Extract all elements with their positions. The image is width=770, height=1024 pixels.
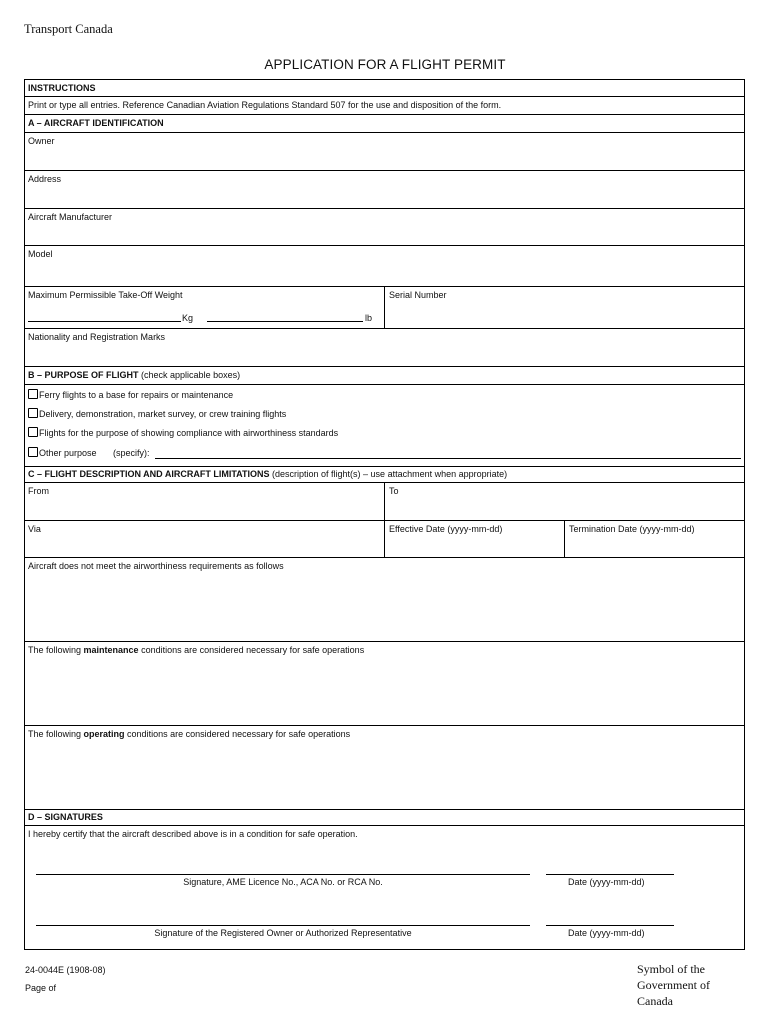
owner-signature-caption: Signature of the Registered Owner or Authorized Representative: [154, 928, 412, 938]
airworthiness-label: Aircraft does not meet the airworthiness requirements as follows: [28, 561, 284, 571]
page-number: Page of: [25, 983, 57, 993]
owner-date-line[interactable]: [546, 925, 674, 926]
manufacturer-field[interactable]: [25, 209, 744, 246]
operating-pre: The following: [28, 729, 84, 739]
model-field[interactable]: [25, 246, 744, 287]
section-c-heading-row: [25, 467, 744, 483]
divider: [384, 287, 385, 328]
ferry-checkbox[interactable]: [28, 389, 38, 399]
symbol-line-2: Government of: [637, 978, 710, 992]
maintenance-bold: maintenance: [83, 645, 139, 655]
manufacturer-label: Aircraft Manufacturer: [28, 212, 113, 222]
mtow-label: Maximum Permissible Take-Off Weight: [28, 290, 183, 300]
symbol-line-1: Symbol of the: [637, 962, 705, 976]
section-a-heading: A – AIRCRAFT IDENTIFICATION: [28, 118, 164, 128]
compliance-checkbox[interactable]: [28, 427, 38, 437]
form-title: APPLICATION FOR A FLIGHT PERMIT: [264, 57, 506, 72]
operating-bold: operating: [83, 729, 125, 739]
from-label: From: [28, 486, 49, 496]
agency-name: Transport Canada: [24, 22, 113, 36]
model-label: Model: [28, 249, 53, 259]
ame-date-line[interactable]: [546, 874, 674, 875]
nationality-field[interactable]: [25, 329, 744, 367]
operating-post: conditions are considered necessary for safe operations: [124, 729, 351, 739]
section-c-note: (description of flight(s) – use attachment when appropriate): [272, 469, 508, 479]
maintenance-label: [28, 645, 364, 655]
to-label: To: [389, 486, 399, 496]
section-b-heading-row: [25, 367, 744, 385]
ame-signature-line[interactable]: [36, 874, 530, 875]
nationality-label: Nationality and Registration Marks: [28, 332, 166, 342]
effective-date-label: Effective Date (yyyy-mm-dd): [389, 524, 503, 534]
specify-input-line[interactable]: [155, 458, 741, 459]
delivery-checkbox[interactable]: [28, 408, 38, 418]
owner-signature-line[interactable]: [36, 925, 530, 926]
kg-input-line[interactable]: [28, 321, 181, 322]
owner-field[interactable]: [25, 133, 744, 171]
section-b-heading-wrap: [28, 370, 240, 380]
other-option-label: Other purpose: [39, 448, 97, 458]
airworthiness-field[interactable]: [25, 558, 744, 642]
section-a-heading-row: [25, 115, 744, 133]
section-b-heading: B – PURPOSE OF FLIGHT: [28, 370, 139, 380]
via-dates-row: [25, 521, 744, 558]
delivery-option-label: Delivery, demonstration, market survey, or crew training flights: [39, 409, 287, 419]
owner-date-caption: Date (yyyy-mm-dd): [568, 928, 645, 938]
serial-label: Serial Number: [389, 290, 447, 300]
termination-date-label: Termination Date (yyyy-mm-dd): [569, 524, 695, 534]
section-d-heading: D – SIGNATURES: [28, 812, 103, 822]
divider: [564, 521, 565, 557]
lb-unit: lb: [365, 313, 373, 323]
certify-text: I hereby certify that the aircraft described above is in a condition for safe operation.: [28, 829, 358, 839]
maintenance-field[interactable]: [25, 642, 744, 726]
maintenance-pre: The following: [28, 645, 84, 655]
from-to-row: [25, 483, 744, 521]
weight-serial-row: [25, 287, 744, 329]
via-label: Via: [28, 524, 41, 534]
section-c-heading-wrap: [28, 469, 507, 479]
ame-signature-caption: Signature, AME Licence No., ACA No. or RCA No.: [183, 877, 383, 887]
signatures-area: [25, 826, 744, 949]
operating-label: [28, 729, 350, 739]
flight-permit-form: [24, 79, 745, 950]
other-purpose-checkbox[interactable]: [28, 447, 38, 457]
operating-field[interactable]: [25, 726, 744, 810]
maintenance-post: conditions are considered necessary for safe operations: [138, 645, 365, 655]
address-label: Address: [28, 174, 62, 184]
instructions-heading-row: [25, 80, 744, 97]
symbol-line-3: Canada: [637, 994, 673, 1008]
government-symbol: [637, 961, 710, 1009]
section-c-heading: C – FLIGHT DESCRIPTION AND AIRCRAFT LIMITATIONS: [28, 469, 270, 479]
ferry-option-label: Ferry flights to a base for repairs or maintenance: [39, 390, 234, 400]
instructions-heading: INSTRUCTIONS: [28, 83, 96, 93]
divider: [384, 521, 385, 557]
kg-unit: Kg: [182, 313, 194, 323]
section-d-heading-row: [25, 810, 744, 826]
form-number: 24-0044E (1908-08): [25, 965, 106, 975]
instructions-text: Print or type all entries. Reference Canadian Aviation Regulations Standard 507 for the use and disposition of the form.: [28, 100, 502, 110]
address-field[interactable]: [25, 171, 744, 209]
owner-label: Owner: [28, 136, 55, 146]
compliance-option-label: Flights for the purpose of showing compliance with airworthiness standards: [39, 428, 339, 438]
instructions-text-row: [25, 97, 744, 115]
section-b-note: (check applicable boxes): [141, 370, 241, 380]
divider: [384, 483, 385, 520]
ame-date-caption: Date (yyyy-mm-dd): [568, 877, 645, 887]
specify-label: (specify):: [113, 448, 150, 458]
lb-input-line[interactable]: [207, 321, 363, 322]
purpose-checkbox-group: [25, 385, 744, 467]
